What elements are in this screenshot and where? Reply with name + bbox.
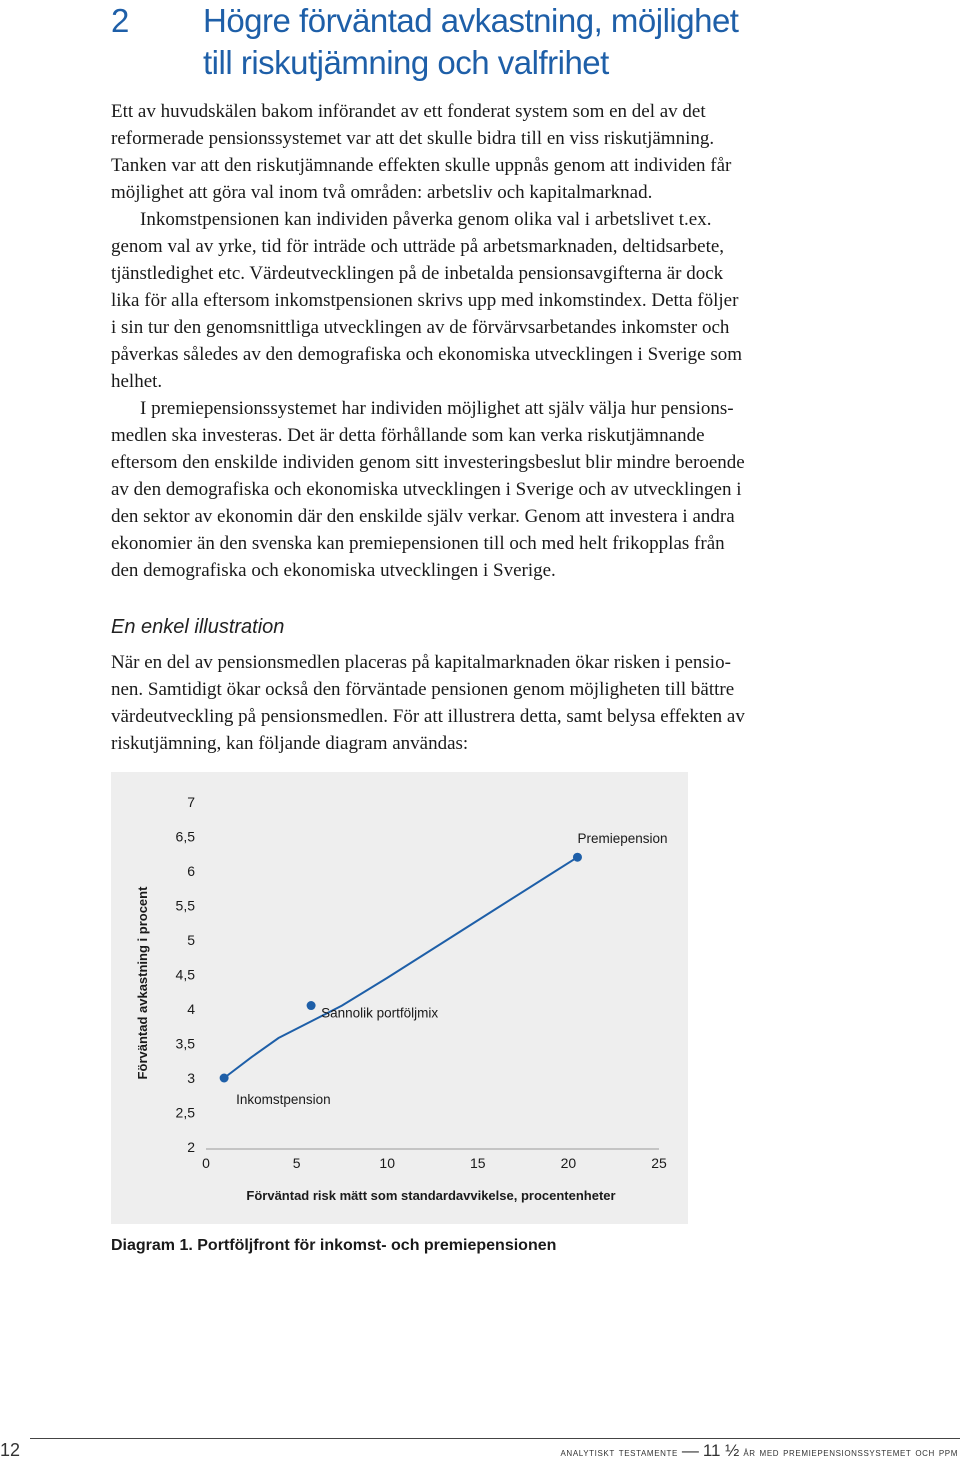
x-tick-label: 15 xyxy=(470,1155,486,1171)
text-line: genom val av yrke, tid för inträde och utträde på arbetsmarknaden, deltidsarbete, xyxy=(111,236,725,257)
data-point xyxy=(573,853,582,862)
text-line: I premiepensionssystemet har individen möjlighet att själv välja hur pensions- xyxy=(140,398,734,419)
y-tick-label: 5 xyxy=(187,932,195,948)
paragraph-3 xyxy=(111,395,846,584)
y-tick-label: 7 xyxy=(187,794,195,810)
text-line: reformerade pensionssystemet var att det skulle bidra till en viss riskutjämning. xyxy=(111,128,715,149)
footer-years: 11 ½ xyxy=(702,1441,740,1460)
y-tick-label: 6,5 xyxy=(175,828,195,845)
text-line: helhet. xyxy=(111,371,163,392)
y-tick-label: 3,5 xyxy=(175,1035,195,1052)
paragraph-4 xyxy=(111,649,846,757)
y-tick-label: 4,5 xyxy=(175,966,195,983)
paragraph-2 xyxy=(111,206,846,395)
frontier-line xyxy=(224,857,577,1078)
point-label: Premiepension xyxy=(577,831,668,847)
x-tick-label: 5 xyxy=(292,1155,301,1171)
text-line: medlen ska investeras. Det är detta förhållande som kan verka riskutjämnande xyxy=(111,425,705,446)
paragraph-1 xyxy=(111,98,846,206)
page-number: 12 xyxy=(0,1440,21,1460)
figure-caption: Diagram 1. Portföljfront för inkomst- och premiepensionen xyxy=(111,1237,557,1254)
text-line: värdeutveckling på pensionsmedlen. För att illustrera detta, samt belysa effekten av xyxy=(111,706,745,727)
text-line: tjänstledighet etc. Värdeutvecklingen på de inbetalda pensionsavgifterna är dock xyxy=(111,263,724,284)
section-heading: En enkel illustration xyxy=(111,616,285,638)
chapter-title-line-1: Högre förväntad avkastning, möjlighet xyxy=(203,2,739,39)
text-line: eftersom den enskilde individen genom sitt investeringsbeslut blir mindre beroende xyxy=(111,452,745,473)
chapter-number: 2 xyxy=(111,2,129,39)
chapter-title-line-2: till riskutjämning och valfrihet xyxy=(203,44,609,81)
text-line: nen. Samtidigt ökar också den förväntade pensionen genom möjligheten till bättre xyxy=(111,679,735,700)
text-line: ekonomier än den svenska kan premiepensionen till och med helt frikopplas från xyxy=(111,533,725,554)
text-line: den demografiska och ekonomiska utvecklingen i Sverige. xyxy=(111,560,556,581)
y-tick-label: 5,5 xyxy=(175,897,195,914)
text-line: av den demografiska och ekonomiska utvecklingen i Sverige och av utvecklingen i xyxy=(111,479,742,500)
footer-title-pre: analytiskt testamente xyxy=(560,1445,678,1459)
y-axis-title: Förväntad avkastning i procent xyxy=(135,886,150,1080)
text-line: i sin tur den genomsnittliga utvecklingen av de förvärvsarbetandes inkomster och xyxy=(111,317,730,338)
text-line: möjlighet att göra val inom två områden: arbetsliv och kapitalmarknad. xyxy=(111,182,653,203)
data-point xyxy=(307,1001,316,1010)
x-tick-label: 10 xyxy=(379,1155,395,1171)
running-footer xyxy=(561,1441,959,1461)
footer-title-post: år med premiepensionssystemet och ppm xyxy=(743,1445,958,1459)
data-point xyxy=(220,1074,229,1083)
chart-panel xyxy=(111,772,688,1224)
point-label: Inkomstpension xyxy=(236,1092,331,1107)
text-line: Inkomstpensionen kan individen påverka genom olika val i arbetslivet t.ex. xyxy=(140,209,712,230)
x-tick-label: 0 xyxy=(202,1155,210,1171)
text-line: När en del av pensionsmedlen placeras på kapitalmarknaden ökar risken i pensio- xyxy=(111,652,731,673)
portfolio-frontier-chart xyxy=(111,772,688,1224)
y-tick-label: 2 xyxy=(187,1139,195,1155)
footer-dash: — xyxy=(681,1441,699,1460)
y-tick-label: 3 xyxy=(187,1070,195,1086)
text-line: lika för alla eftersom inkomstpensionen skrivs upp med inkomstindex. Detta följer xyxy=(111,290,739,311)
y-tick-label: 2,5 xyxy=(175,1104,195,1121)
text-line: Tanken var att den riskutjämnande effekten skulle uppnås genom att individen får xyxy=(111,155,732,176)
text-line: den sektor av ekonomin där den enskilde själv verkar. Genom att investera i andra xyxy=(111,506,735,527)
x-tick-label: 25 xyxy=(651,1155,667,1171)
y-tick-label: 4 xyxy=(187,1001,195,1017)
footer-rule xyxy=(30,1438,960,1439)
point-label: Sannolik portföljmix xyxy=(321,1005,439,1021)
y-tick-label: 6 xyxy=(187,863,195,879)
x-tick-label: 20 xyxy=(560,1155,577,1171)
text-line: Ett av huvudskälen bakom införandet av ett fonderat system som en del av det xyxy=(111,101,706,122)
text-line: riskutjämning, kan följande diagram användas: xyxy=(111,733,469,754)
x-axis-title: Förväntad risk mätt som standardavvikelse, procentenheter xyxy=(246,1188,616,1203)
text-line: påverkas således av den demografiska och ekonomiska utvecklingen i Sverige som xyxy=(111,344,743,365)
